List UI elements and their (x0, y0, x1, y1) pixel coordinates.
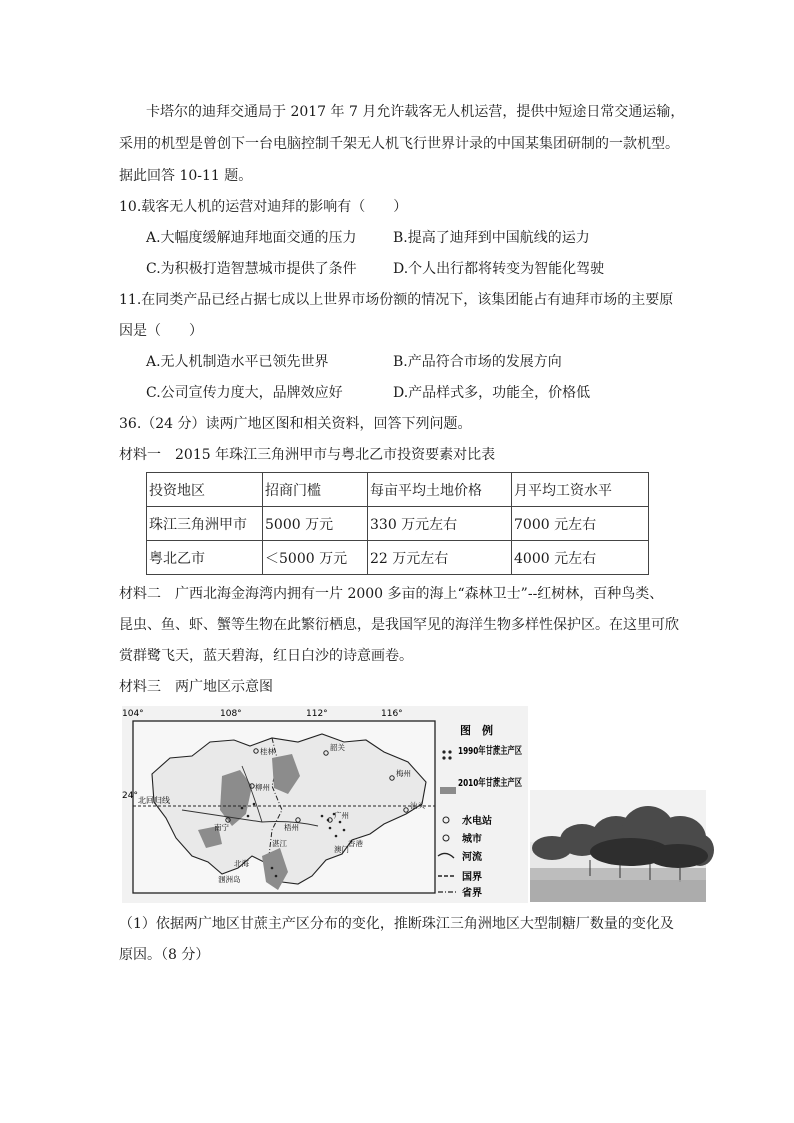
legend-item: 1990年甘蔗主产区 (458, 746, 546, 757)
table-header-cell: 每亩平均土地价格 (368, 473, 512, 507)
q11-option-a: A.无人机制造水平已领先世界 (146, 354, 329, 370)
river-icon (438, 853, 454, 858)
table-row (147, 507, 649, 541)
place-label: 柳州 (255, 783, 270, 792)
place-label: 汕头 (410, 801, 425, 810)
tropic-label: 北回归线 (138, 796, 170, 805)
intro-line-3: 据此回答 10-11 题。 (119, 168, 253, 184)
map-svg (122, 706, 546, 903)
lon-label: 116° (381, 709, 403, 719)
q10-option-a: A.大幅度缓解迪拜地面交通的压力 (146, 230, 357, 246)
place-label: 澳门 (334, 845, 349, 854)
table-cell: 粤北乙市 (147, 541, 263, 575)
place-label: 南宁 (214, 823, 229, 832)
q11-option-b: B.产品符合市场的发展方向 (393, 354, 562, 370)
table-row (147, 541, 649, 575)
legend-item: 国界 (462, 872, 482, 883)
material-1-title: 材料一 2015 年珠江三角洲甲市与粤北乙市投资要素对比表 (119, 447, 496, 463)
mangrove-photo (530, 790, 706, 902)
legend-title: 图 例 (460, 724, 493, 737)
material-3-title: 材料三 两广地区示意图 (119, 679, 273, 695)
lon-label: 104° (122, 709, 144, 719)
q10-option-d: D.个人出行都将转变为智能化驾驶 (393, 261, 605, 277)
place-label: 梧州 (284, 823, 299, 832)
table-header-cell: 招商门槛 (263, 473, 368, 507)
lon-label: 108° (220, 709, 242, 719)
sub-question-1-line-2: 原因。（8 分） (119, 947, 210, 963)
legend-item: 河流 (462, 852, 482, 863)
mangrove-photo-svg (530, 790, 706, 902)
q36-stem: 36.（24 分）读两广地区图和相关资料，回答下列问题。 (119, 416, 472, 432)
q10-option-b: B.提高了迪拜到中国航线的运力 (393, 230, 590, 246)
table-header-row (147, 473, 649, 507)
place-label: 湛江 (272, 839, 287, 848)
table-cell: 7000 元左右 (512, 507, 649, 541)
two-guang-map (122, 706, 546, 903)
q11-option-d: D.产品样式多，功能全，价格低 (393, 385, 591, 401)
place-label: 香港 (348, 839, 363, 848)
legend-item: 省界 (462, 888, 482, 899)
place-label: 北海 (234, 859, 249, 868)
q10-stem: 10.载客无人机的运营对迪拜的影响有（ ） (119, 199, 408, 215)
table-cell: 4000 元左右 (512, 541, 649, 575)
q10-option-c: C.为积极打造智慧城市提供了条件 (146, 261, 357, 277)
intro-line-2: 采用的机型是曾创下一台电脑控制千架无人机飞行世界计录的中国某集团研制的一款机型。 (119, 136, 679, 152)
legend-item: 2010年甘蔗主产区 (458, 778, 546, 789)
q11-option-c: C.公司宣传力度大，品牌效应好 (146, 385, 343, 401)
legend-item: 水电站 (462, 816, 492, 827)
table-cell: 珠江三角洲甲市 (147, 507, 263, 541)
city-icon (443, 835, 449, 841)
hydropower-icon (443, 817, 449, 823)
q11-stem-line-2: 因是（ ） (119, 323, 203, 339)
material-2-line-1: 材料二 广西北海金海湾内拥有一片 2000 多亩的海上“森林卫士”--红树林，百种鸟类、 (119, 586, 664, 602)
place-label: 广州 (334, 811, 349, 820)
table-cell: 5000 万元 (263, 507, 368, 541)
place-label: 涠洲岛 (218, 875, 241, 884)
legend-swatch-2010 (440, 787, 456, 794)
table-cell: 22 万元左右 (368, 541, 512, 575)
place-label: 韶关 (330, 743, 345, 752)
sub-question-1-line-1: （1）依据两广地区甘蔗主产区分布的变化，推断珠江三角洲地区大型制糖厂数量的变化及 (119, 916, 674, 932)
place-label: 桂林 (260, 747, 275, 756)
legend-item: 城市 (462, 834, 482, 845)
investment-table (146, 472, 649, 575)
place-label: 梅州 (396, 769, 411, 778)
q11-stem-line-1: 11.在同类产品已经占据七成以上世界市场份额的情况下，该集团能占有迪拜市场的主要原 (119, 292, 674, 308)
material-2-line-3: 赏群鹭飞天，蓝天碧海，红日白沙的诗意画卷。 (119, 648, 413, 664)
table-cell: 330 万元左右 (368, 507, 512, 541)
table-header-cell: 投资地区 (147, 473, 263, 507)
lon-label: 112° (306, 709, 328, 719)
table-cell: ＜5000 万元 (263, 541, 368, 575)
table-header-cell: 月平均工资水平 (512, 473, 649, 507)
intro-line-1: 卡塔尔的迪拜交通局于 2017 年 7 月允许载客无人机运营，提供中短途日常交通运输， (146, 104, 685, 120)
material-2-line-2: 昆虫、鱼、虾、蟹等生物在此繁衍栖息，是我国罕见的海洋生物多样性保护区。在这里可欣 (119, 617, 679, 633)
lat-label: 24° (122, 791, 138, 801)
